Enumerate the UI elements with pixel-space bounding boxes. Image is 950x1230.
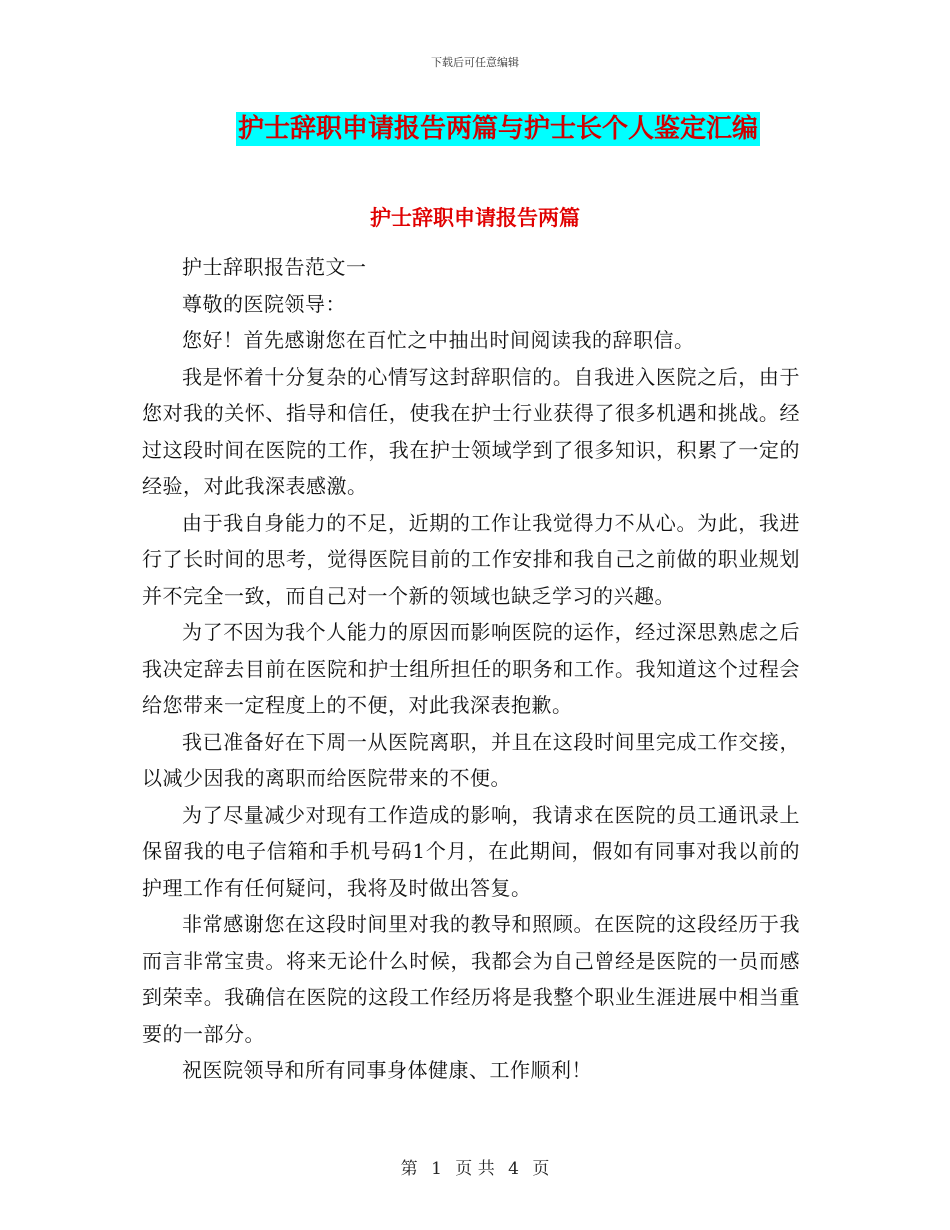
paragraph: 我是怀着十分复杂的心情写这封辞职信的。自我进入医院之后，由于您对我的关怀、指导和信任，使我在护士行业获得了很多机遇和挑战。经过这段时间在医院的工作，我在护士领域学到了很多知识，积累了一定的经验，对此我深表感激。 (142, 364, 800, 498)
footer-suffix: 页 (532, 1159, 550, 1179)
paragraph-closing: 祝医院领导和所有同事身体健康、工作顺利！ (182, 1058, 592, 1082)
paragraph: 您好！首先感谢您在百忙之中抽出时间阅读我的辞职信。 (182, 328, 695, 352)
main-title: 护士辞职申请报告两篇与护士长个人鉴定汇编 (237, 114, 758, 144)
section-title: 护士辞职申请报告两篇 (370, 206, 580, 230)
footer-middle: 页 共 (455, 1159, 495, 1179)
paragraph-salutation: 尊敬的医院领导： (182, 291, 346, 316)
paragraph-subtitle: 护士辞职报告范文一 (182, 255, 367, 279)
page-footer (0, 1154, 950, 1179)
paragraph: 由于我自身能力的不足，近期的工作让我觉得力不从心。为此，我进行了长时间的思考，觉得医院目前的工作安排和我自己之前做的职业规划并不完全一致，而自己对一个新的领域也缺乏学习的兴趣。 (142, 510, 800, 608)
document-body (142, 249, 800, 1089)
paragraph: 非常感谢您在这段时间里对我的教导和照顾。在医院的这段经历于我而言非常宝贵。将来无论什么时候，我都会为自己曾经是医院的一员而感到荣幸。我确信在医院的这段工作经历将是我整个职业生涯进展中相当重要的一部分。 (142, 912, 800, 1046)
paragraph: 我已准备好在下周一从医院离职，并且在这段时间里完成工作交接，以减少因我的离职而给医院带来的不便。 (142, 729, 800, 790)
footer-total-pages: 4 (508, 1159, 519, 1179)
header-note: 下载后可任意编辑 (431, 56, 519, 69)
paragraph: 为了尽量减少对现有工作造成的影响，我请求在医院的员工通讯录上保留我的电子信箱和手机号码1个月，在此期间，假如有同事对我以前的护理工作有任何疑问，我将及时做出答复。 (142, 802, 800, 900)
main-title-container (0, 112, 950, 146)
footer-prefix: 第 (400, 1159, 418, 1179)
paragraph: 为了不因为我个人能力的原因而影响医院的运作，经过深思熟虑之后我决定辞去目前在医院和护士组所担任的职务和工作。我知道这个过程会给您带来一定程度上的不便，对此我深表抱歉。 (142, 620, 800, 717)
footer-page-number: 1 (431, 1159, 442, 1179)
